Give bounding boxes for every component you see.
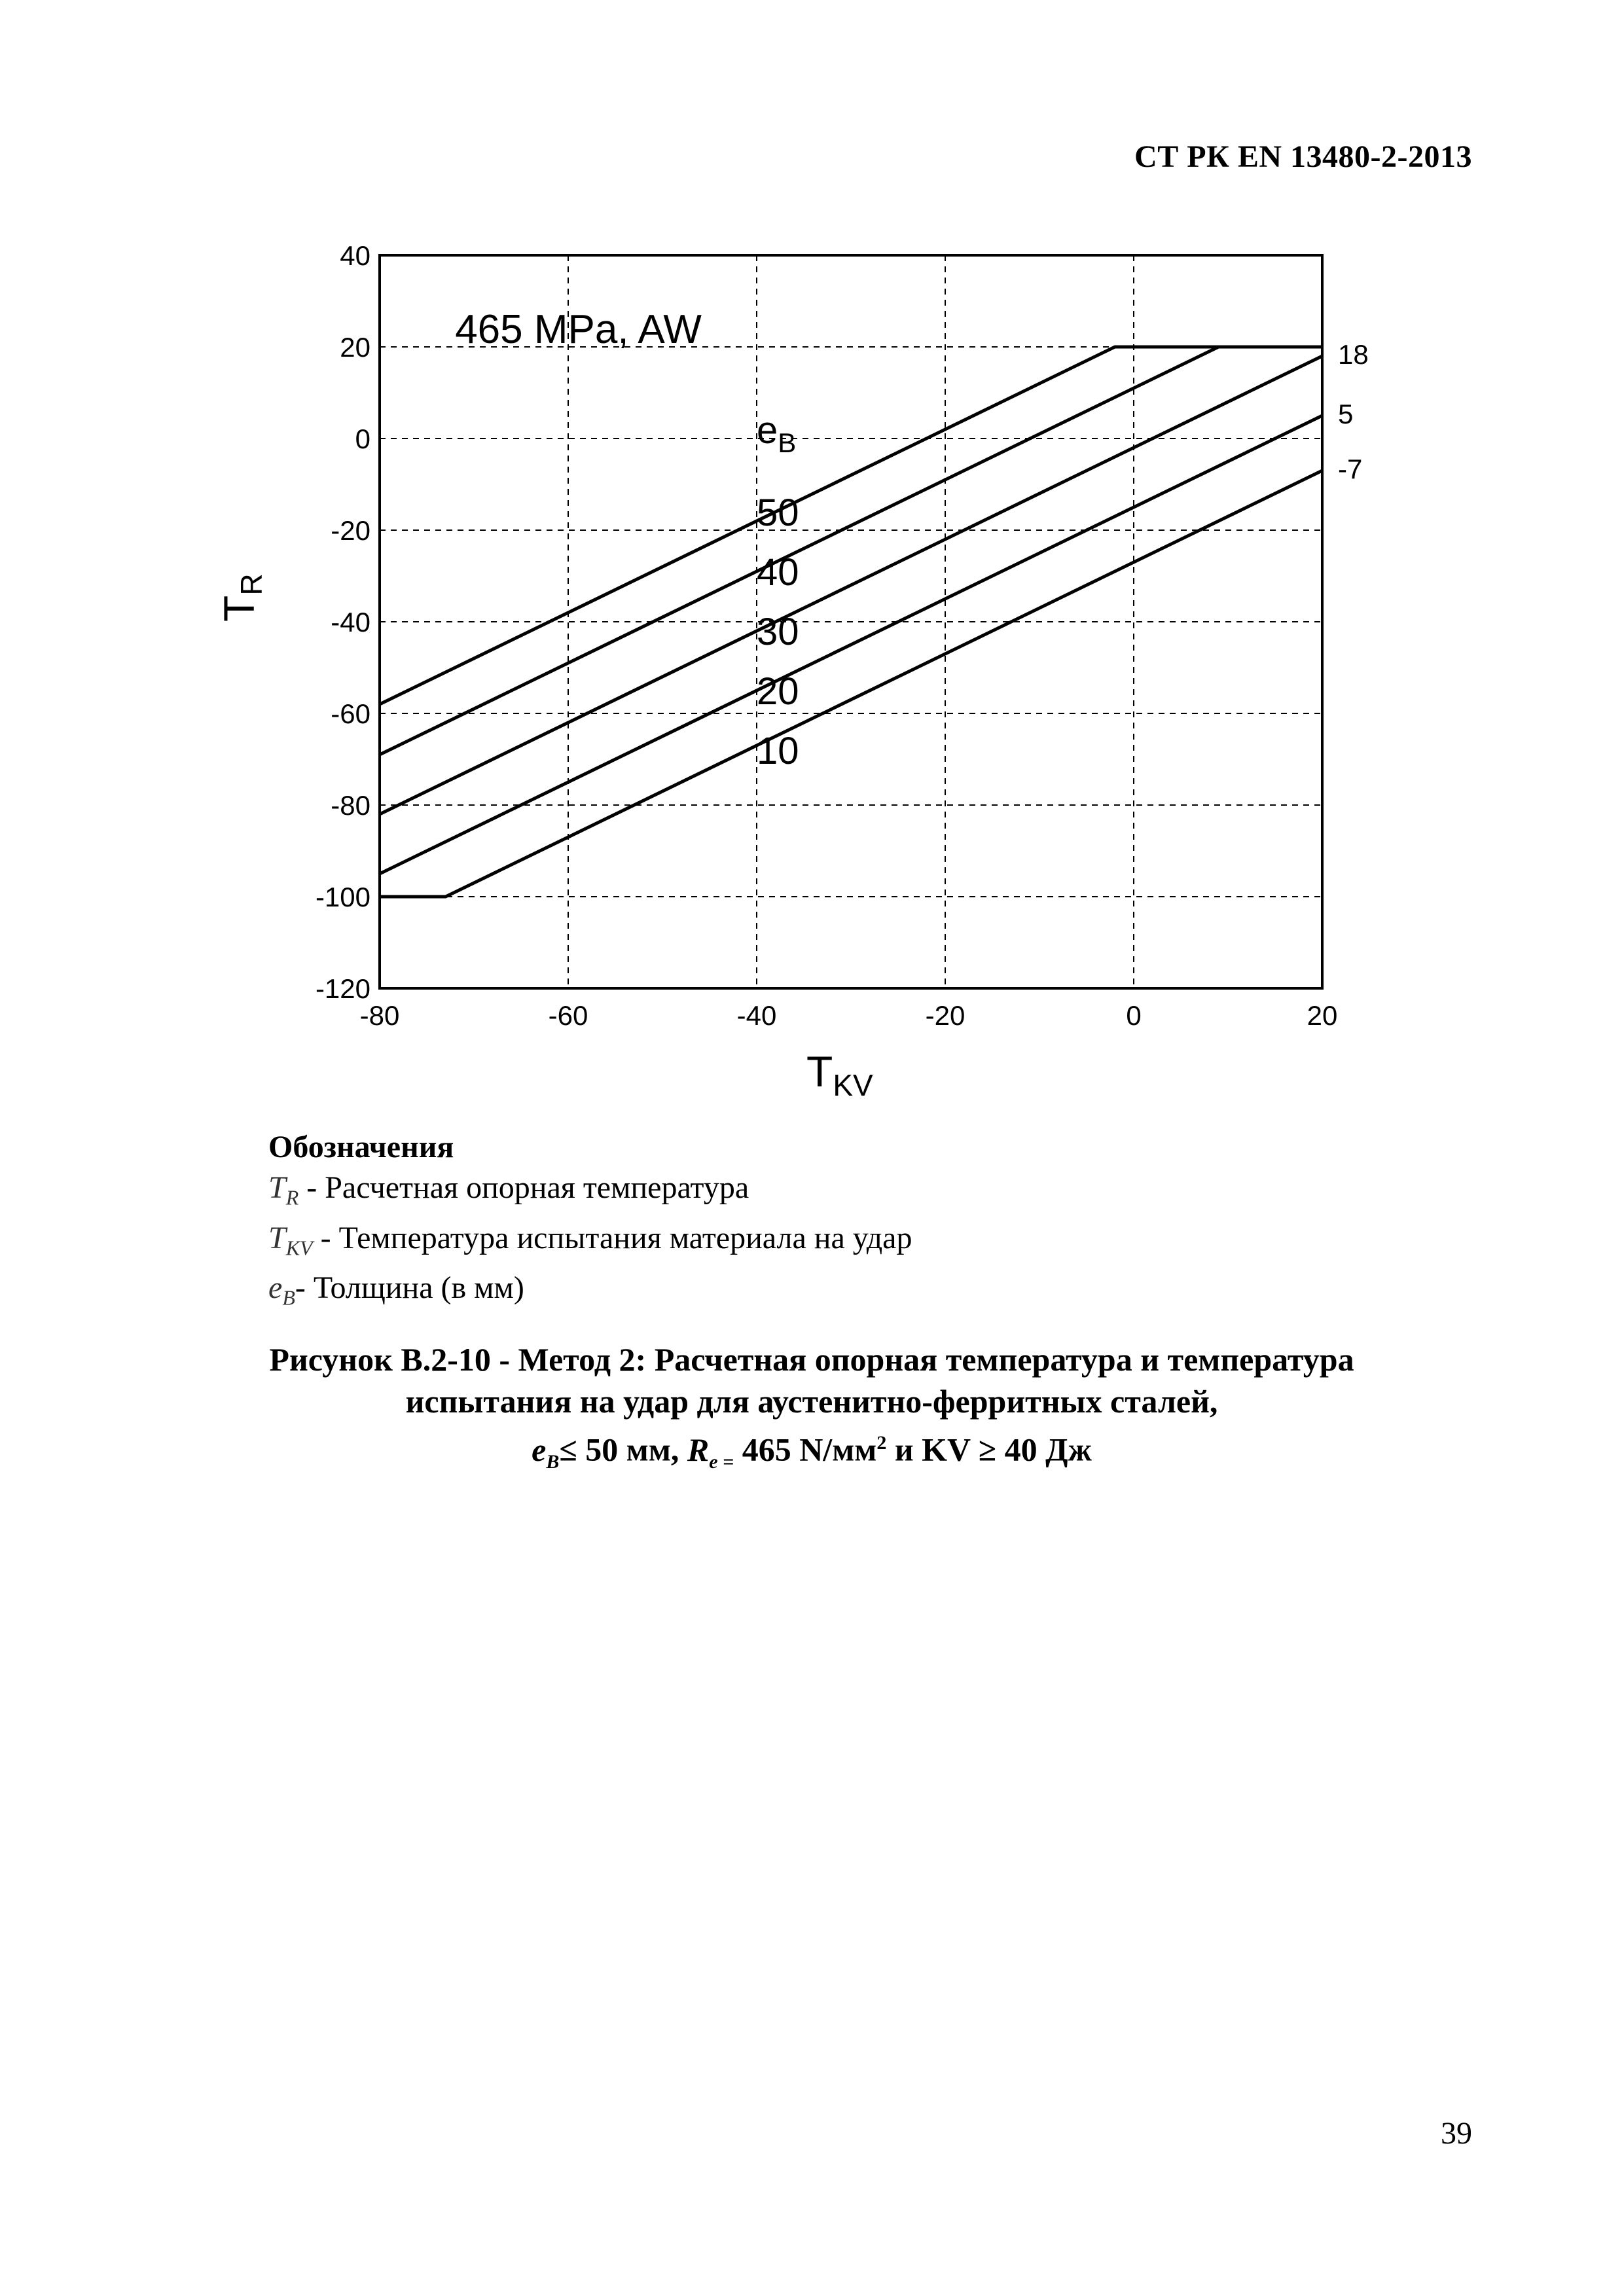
page-number: 39: [1441, 2116, 1472, 2151]
right-label: -7: [1338, 454, 1363, 484]
caption-line-3: [157, 1422, 1466, 1483]
y-axis-label: [215, 573, 268, 622]
y-tick-label: -20: [331, 515, 370, 546]
caption-e-symbol: e: [532, 1431, 547, 1468]
inline-label-40: 40: [757, 551, 799, 594]
caption-r-sub: e =: [709, 1450, 734, 1473]
legend-symbol-sub: B: [282, 1285, 295, 1310]
caption-eb: [532, 1431, 560, 1473]
caption-energy: и KV ≥ 40 Дж: [886, 1431, 1092, 1468]
legend-text: - Температура испытания материала на удар: [312, 1220, 912, 1255]
caption-e-sub: B: [546, 1450, 560, 1473]
inline-label-30: 30: [757, 611, 799, 653]
legend-item-eb: [268, 1268, 912, 1318]
inline-label-10: 10: [757, 730, 799, 772]
legend-symbol-sub: KV: [285, 1236, 313, 1260]
document-code: СТ РК EN 13480-2-2013: [1134, 139, 1472, 174]
x-axis-label: [806, 1047, 873, 1102]
inline-label-50: 50: [757, 492, 799, 534]
x-axis-symbol: T: [806, 1047, 833, 1096]
x-tick-label: -40: [736, 1000, 777, 1031]
thickness-symbol-sub: B: [778, 427, 797, 458]
y-tick-label: -60: [331, 698, 370, 729]
thickness-symbol: e: [757, 409, 778, 452]
legend-text: - Толщина (в мм): [295, 1270, 524, 1306]
legend-text: - Расчетная опорная температура: [298, 1170, 749, 1205]
legend-symbol-sub: R: [285, 1185, 299, 1210]
right-labels: [1338, 339, 1369, 484]
series-line-30: [380, 356, 1322, 814]
legend-block: [268, 1127, 912, 1318]
x-tick-label: -80: [359, 1000, 400, 1031]
x-tick-label: -60: [548, 1000, 588, 1031]
figure-caption: [157, 1338, 1466, 1483]
caption-line-1: Рисунок В.2-10 - Метод 2: Расчетная опорная температура и температура: [269, 1341, 1354, 1378]
caption-r-symbol: R: [687, 1431, 710, 1468]
thickness-label: [757, 409, 796, 458]
y-tick-label: 40: [340, 240, 370, 271]
legend-item-tkv: [268, 1218, 912, 1268]
inline-labels: [757, 492, 799, 772]
y-axis-symbol: T: [215, 595, 263, 622]
caption-line-2: испытания на удар для аустенитно-ферритных сталей,: [405, 1383, 1218, 1420]
legend-symbol: [268, 1170, 299, 1210]
legend-symbol: [268, 1220, 313, 1260]
right-label: 18: [1338, 339, 1369, 370]
chart: [196, 223, 1440, 1126]
legend-item-tr: [268, 1168, 912, 1218]
caption-sup: 2: [876, 1432, 887, 1454]
caption-strength: 465 N/мм: [734, 1431, 877, 1468]
y-tick-label: -80: [331, 790, 370, 821]
legend-symbol: [268, 1270, 295, 1310]
y-tick-label: -40: [331, 607, 370, 637]
series-line-10: [380, 471, 1322, 897]
legend-symbol-main: e: [268, 1270, 283, 1306]
caption-thickness-limit: ≤ 50 мм,: [559, 1431, 687, 1468]
right-label: 5: [1338, 399, 1354, 429]
y-axis-subscript: R: [234, 573, 268, 596]
x-tick-label: 0: [1126, 1000, 1142, 1031]
tick-labels: [316, 240, 1337, 1031]
chart-annotation: 465 MPa, AW: [455, 307, 702, 352]
y-tick-label: 0: [355, 423, 370, 454]
x-axis-subscript: KV: [833, 1068, 873, 1102]
legend-symbol-main: T: [268, 1220, 286, 1255]
inline-label-20: 20: [757, 670, 799, 713]
y-tick-label: -120: [315, 973, 370, 1004]
legend-symbol-main: T: [268, 1170, 286, 1205]
y-tick-label: 20: [340, 332, 370, 363]
legend-title: Обозначения: [268, 1130, 454, 1164]
caption-re: [687, 1431, 734, 1473]
x-tick-label: -20: [925, 1000, 965, 1031]
x-tick-label: 20: [1307, 1000, 1338, 1031]
series-line-40: [380, 347, 1322, 755]
y-tick-label: -100: [315, 882, 370, 912]
